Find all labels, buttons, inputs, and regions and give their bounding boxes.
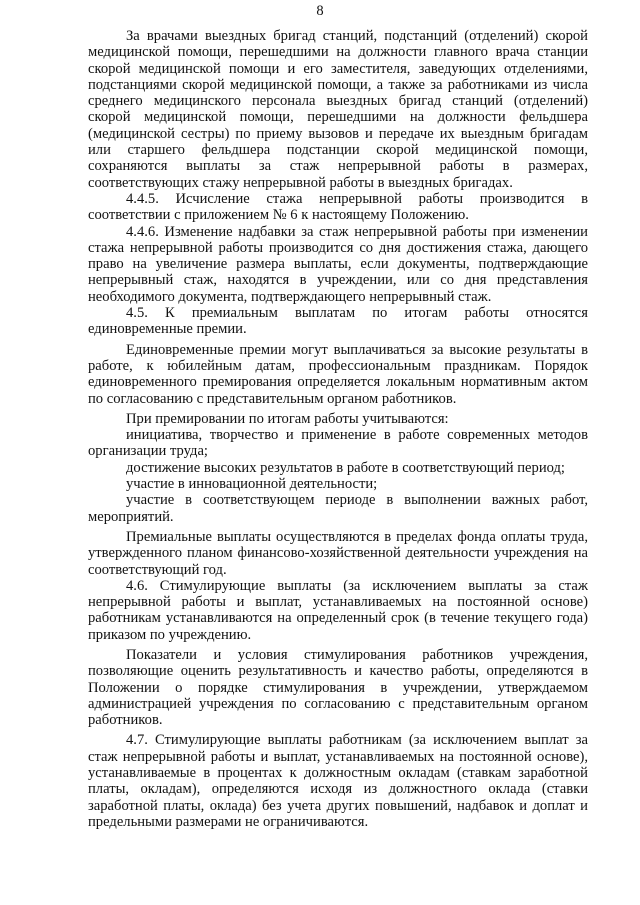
list-item-high-results: достижение высоких результатов в работе в соответствующий период;	[126, 459, 565, 476]
paragraph-bonus-criteria-intro: При премировании по итогам работы учитываются:	[126, 410, 449, 427]
paragraph-4-7: 4.7. Стимулирующие выплаты работникам (за исключением выплат за стаж непрерывной работы и выплат, устанавливаемых на постоянной основе), устанавливаемые в процентах к должностным окладам (ставкам заработной платы, окладам), определяются исходя из должностного оклада (ставки заработной платы, оклада) без учета других повышений, надбавок и доплат и предельными размерами не ограничиваются.	[88, 732, 588, 830]
page-number: 8	[316, 3, 324, 19]
paragraph-4-5: 4.5. К премиальным выплатам по итогам работы относятся единовременные премии.	[88, 305, 588, 338]
paragraph-4-6: 4.6. Стимулирующие выплаты (за исключением выплаты за стаж непрерывной работы и выплат, устанавливаемых на постоянной основе) работникам устанавливаются на определенный срок (в течение текущего года) приказом по учреждению.	[88, 577, 588, 643]
paragraph-bonus-fund: Премиальные выплаты осуществляются в пределах фонда оплаты труда, утвержденного планом финансово-хозяйственной деятельности учреждения на соответствующий год.	[88, 528, 588, 578]
list-item-innovation: участие в инновационной деятельности;	[126, 476, 378, 493]
paragraph-one-time-bonuses: Единовременные премии могут выплачиваться за высокие результаты в работе, к юбилейным датам, профессиональным праздникам. Порядок единовременного премирования определяется локальным нормативным актом по согласованию с представительным органом работников.	[88, 341, 588, 407]
document-body	[88, 28, 588, 830]
list-item-important-works: участие в соответствующем периоде в выполнении важных работ, мероприятий.	[88, 492, 588, 525]
list-item-initiative: инициатива, творчество и применение в работе современных методов организации труда;	[88, 427, 588, 460]
paragraph-4-4-5: 4.4.5. Исчисление стажа непрерывной работы производится в соответствии с приложением № 6 к настоящему Положению.	[88, 190, 588, 224]
paragraph-ambulance-staff: За врачами выездных бригад станций, подстанций (отделений) скорой медицинской помощи, перешедшими на должности главного врача станции скорой медицинской помощи и его заместителя, заведующих отделениями, подстанциями скорой медицинской помощи, а также за работниками из числа среднего медицинского персонала выездных бригад станций (отделений) скорой медицинской помощи, перешедшими на должности фельдшера (медицинской сестры) по приему вызовов и передаче их выездным бригадам или старшего фельдшера подстанции скорой медицинской помощи, сохраняются выплаты за стаж непрерывной работы в размерах, соответствующих стажу непрерывной работы в выездных бригадах.	[88, 28, 588, 191]
paragraph-4-4-6: 4.4.6. Изменение надбавки за стаж непрерывной работы при изменении стажа непрерывной работы производится со дня достижения стажа, дающего право на увеличение размера выплаты, если документы, подтверждающие непрерывный стаж, находятся в учреждении, или со дня представления необходимого документа, подтверждающего непрерывный стаж.	[88, 223, 588, 305]
paragraph-incentive-indicators: Показатели и условия стимулирования работников учреждения, позволяющие оценить результативность и качество работы, определяются в Положении о порядке стимулирования в учреждении, утверждаемом администрацией учреждения по согласованию с представительным органом работников.	[88, 646, 588, 729]
